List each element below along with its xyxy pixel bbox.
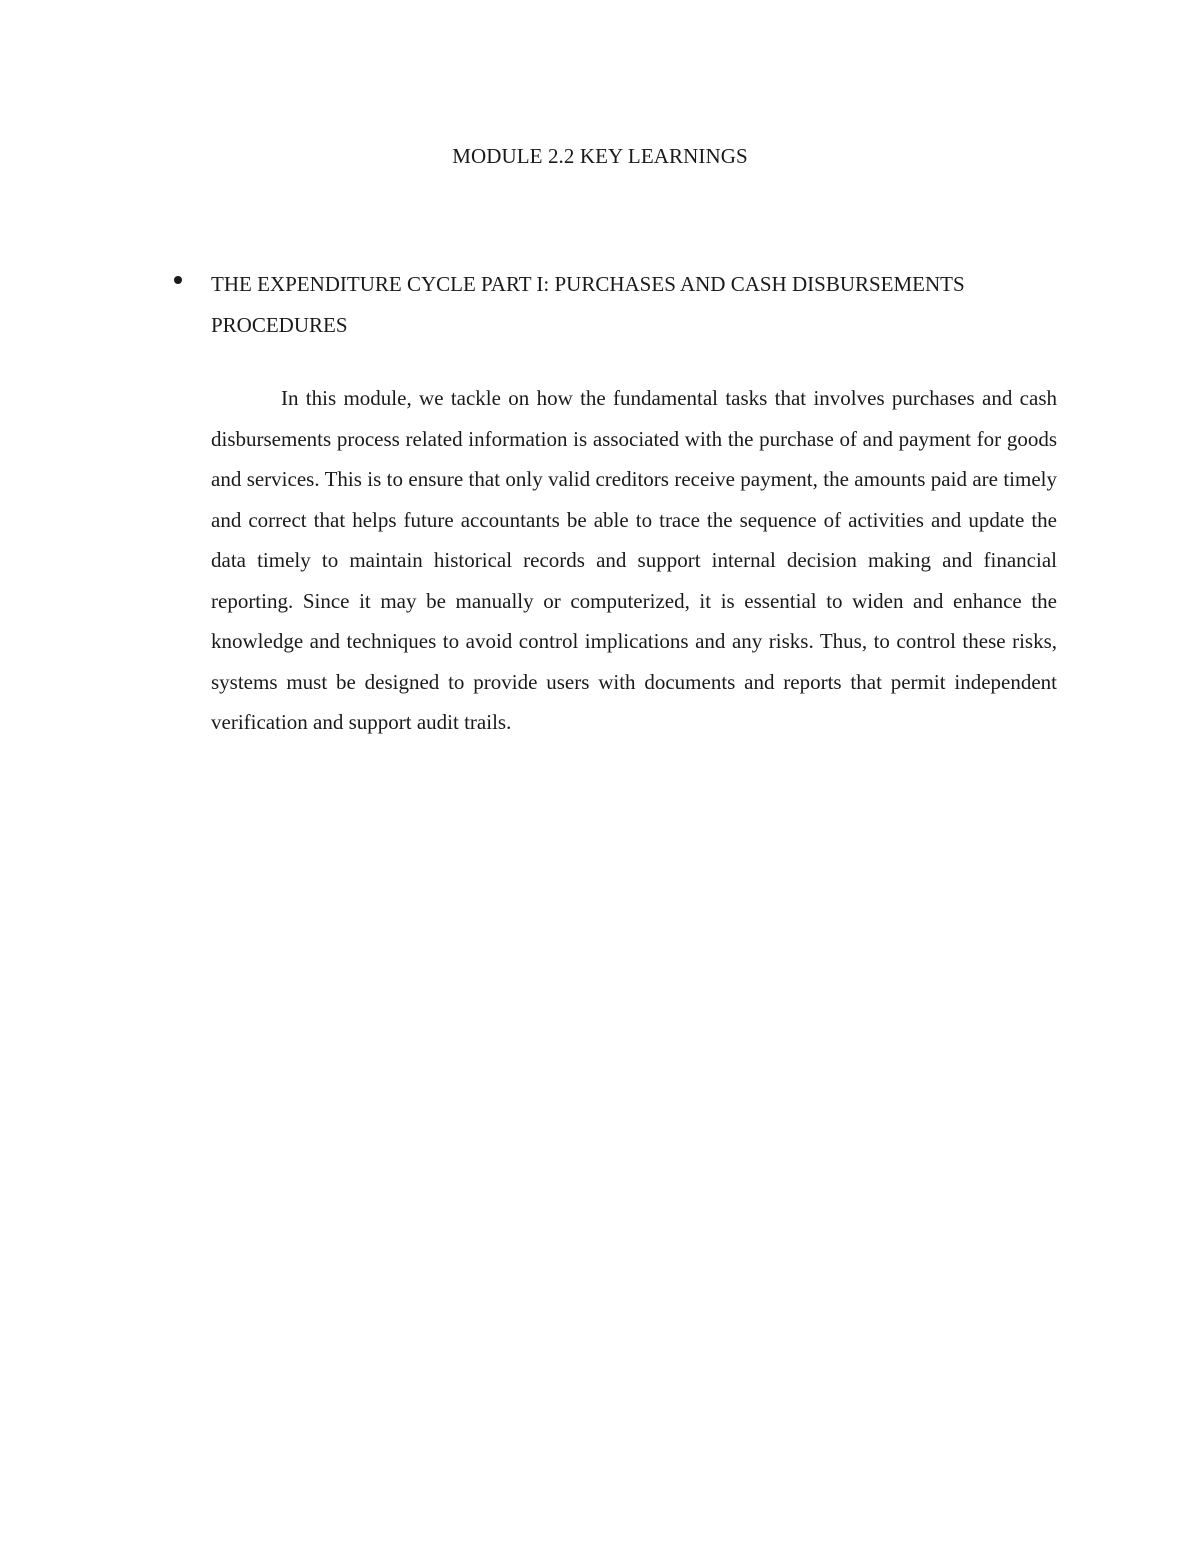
section-expenditure-cycle (174, 264, 1064, 743)
bullet-list-item (174, 264, 1064, 345)
section-heading: THE EXPENDITURE CYCLE PART I: PURCHASES AND CASH DISBURSEMENTS PROCEDURES (211, 272, 965, 337)
document-title: MODULE 2.2 KEY LEARNINGS (452, 144, 748, 168)
bullet-icon (174, 276, 182, 284)
section-paragraph: In this module, we tackle on how the fundamental tasks that involves purchases and cash disbursements process related information is associated with the purchase of and payment for goods and services. This is to ensure that only valid creditors receive payment, the amounts paid are timely and correct that helps future accountants be able to trace the sequence of activities and update the data timely to maintain historical records and support internal decision making and financial reporting. Since it may be manually or computerized, it is essential to widen and enhance the knowledge and techniques to avoid control implications and any risks. Thus, to control these risks, systems must be designed to provide users with documents and reports that permit independent verification and support audit trails. (211, 386, 1057, 734)
